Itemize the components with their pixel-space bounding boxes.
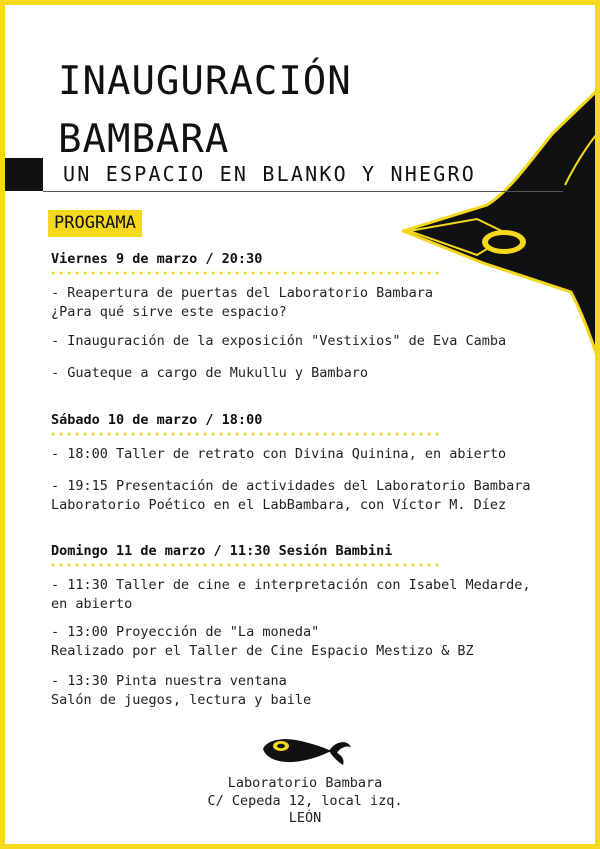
- fish-logo-icon: [255, 731, 355, 771]
- footer-name: Laboratorio Bambara: [227, 775, 383, 791]
- list-item: - 13:00 Proyección de "La moneda" Realizado por el Taller de Cine Espacio Mestizo & BZ: [51, 624, 474, 659]
- title-line-2: BAMBARA: [58, 117, 230, 162]
- programa-label: PROGRAMA: [48, 210, 142, 237]
- list-item: - 18:00 Taller de retrato con Divina Quinina, en abierto: [51, 446, 507, 462]
- subtitle: UN ESPACIO EN BLANKO Y NHEGRO: [63, 162, 476, 186]
- list-item: - Inauguración de la exposición "Vestixios" de Eva Camba: [51, 333, 507, 349]
- list-item: - 13:30 Pinta nuestra ventana Salón de juegos, lectura y baile: [51, 673, 312, 708]
- day-heading-saturday: Sábado 10 de marzo / 18:00: [51, 412, 263, 428]
- title-line-1: INAUGURACIÓN: [58, 59, 352, 104]
- list-item: - 19:15 Presentación de actividades del Laboratorio Bambara Laboratorio Poético en el LabBambara, con Víctor M. Díez: [51, 478, 531, 513]
- dotted-divider: [51, 432, 446, 436]
- list-item: - Guateque a cargo de Mukullu y Bambaro: [51, 365, 368, 381]
- footer-city: LEÓN: [288, 810, 322, 826]
- list-item: - Reapertura de puertas del Laboratorio Bambara ¿Para qué sirve este espacio?: [51, 285, 434, 320]
- list-item: - 11:30 Taller de cine e interpretación con Isabel Medarde, en abierto: [51, 577, 531, 612]
- subtitle-underline: [43, 191, 563, 192]
- day-heading-friday: Viernes 9 de marzo / 20:30: [51, 251, 263, 267]
- subtitle-marker: [5, 158, 43, 191]
- footer-address: [5, 775, 600, 828]
- dotted-divider: [51, 563, 446, 567]
- footer-street: C/ Cepeda 12, local izq.: [207, 792, 403, 809]
- poster-title: [58, 53, 352, 169]
- dotted-divider: [51, 271, 446, 275]
- day-heading-sunday: Domingo 11 de marzo / 11:30 Sesión Bambini: [51, 543, 393, 559]
